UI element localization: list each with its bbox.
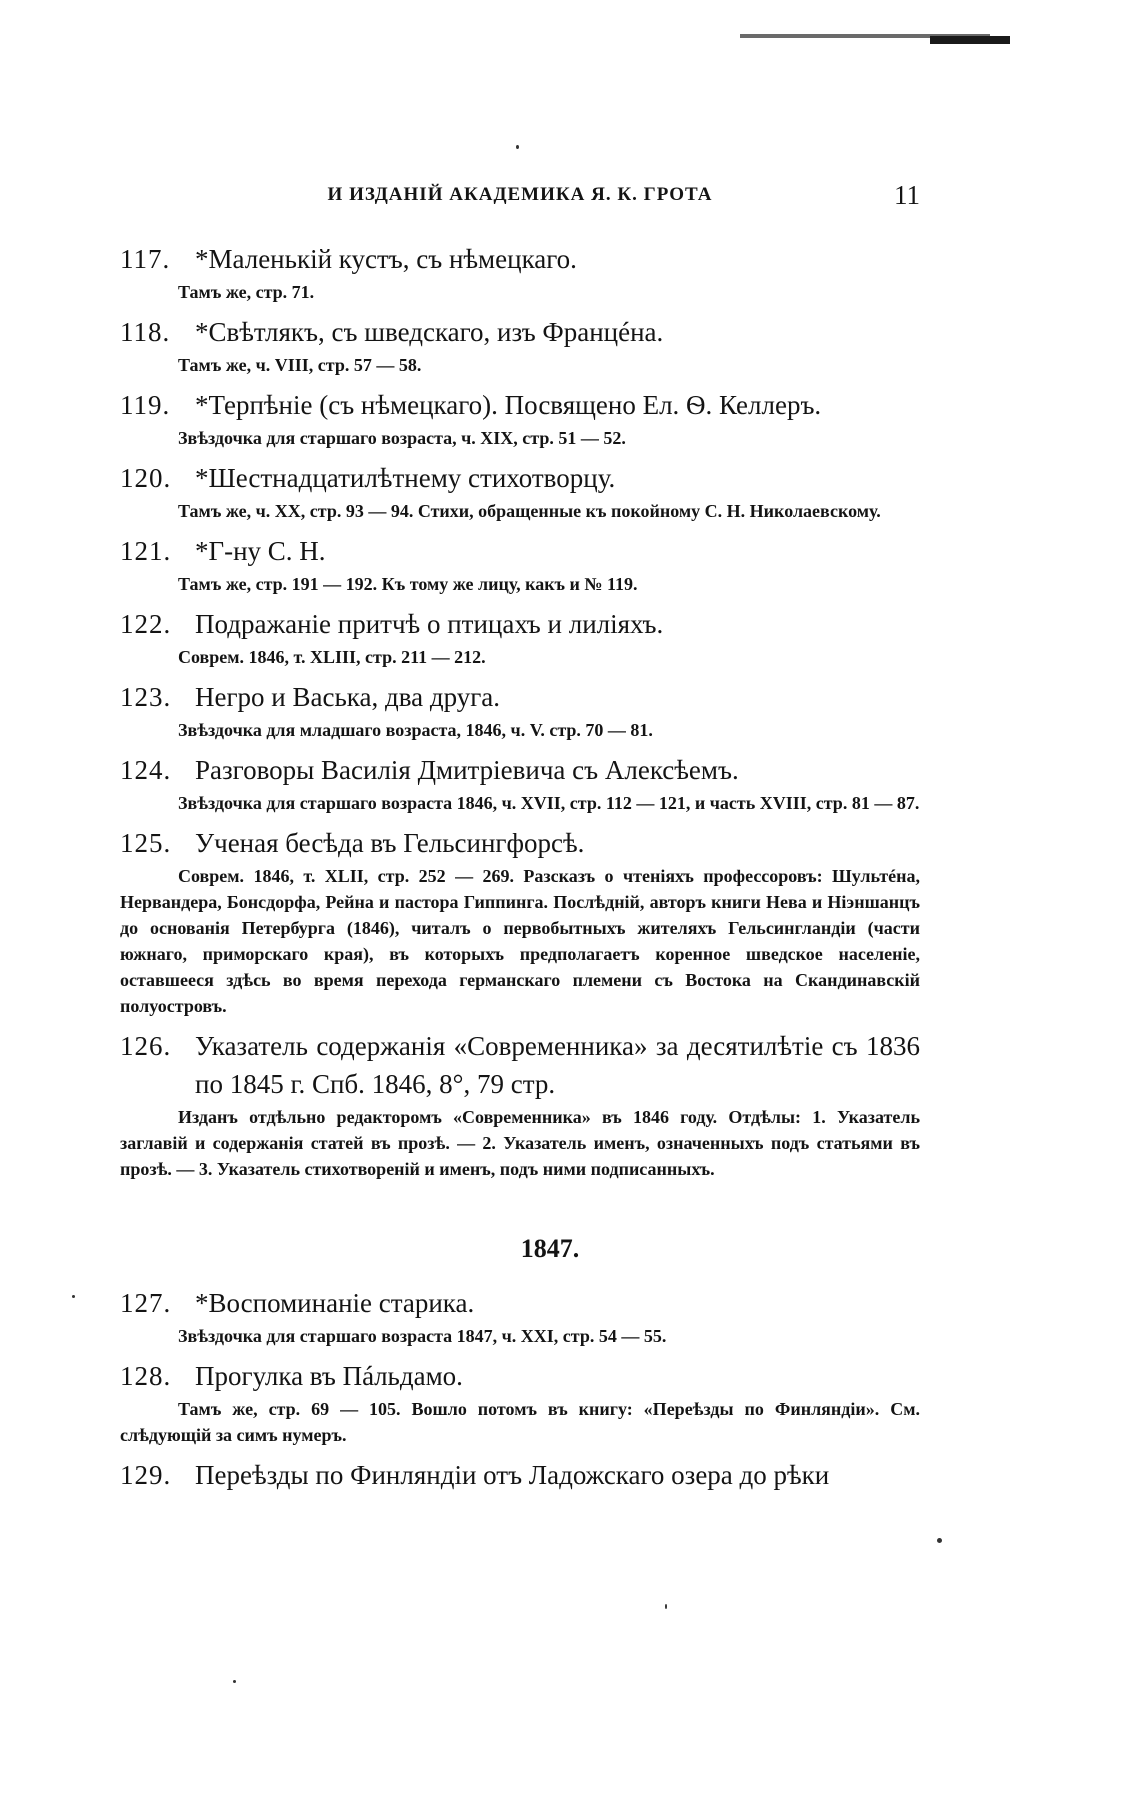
entry-title	[120, 313, 920, 351]
scan-speck	[665, 1604, 667, 1609]
entry-title	[120, 605, 920, 643]
entry-117	[120, 240, 920, 305]
entry-number: 125.	[120, 828, 172, 858]
entry-title	[120, 532, 920, 570]
scan-mark-top-heavy	[930, 36, 1010, 44]
entry-121	[120, 532, 920, 597]
entry-128	[120, 1357, 920, 1448]
entry-number: 128.	[120, 1361, 172, 1391]
entry-note: Звѣздочка для старшаго возраста, ч. XIX, стр. 51 — 52.	[178, 428, 626, 448]
entry-title	[120, 678, 920, 716]
entry-number: 120.	[120, 463, 172, 493]
page-number: 11	[894, 180, 920, 210]
entry-title-text: *Маленькiй кустъ, съ нѣмецкаго.	[195, 244, 577, 274]
entry-note: Тамъ же, стр. 69 — 105. Вошло потомъ въ книгу: «Переѣзды по Финляндiи». См. слѣдующiй за симъ нумеръ.	[120, 1399, 920, 1445]
entry-number: 121.	[120, 536, 172, 566]
entry-118	[120, 313, 920, 378]
entry-title-text: *Терпѣнiе (съ нѣмецкаго). Посвящено Ел. Ѳ. Келлеръ.	[195, 390, 822, 420]
entry-number: 119.	[120, 390, 171, 420]
entry-number: 117.	[120, 244, 171, 274]
entry-title-text: Негро и Васька, два друга.	[195, 682, 501, 712]
entry-title	[120, 240, 920, 278]
entry-title-text: *Воспоминанiе старика.	[195, 1288, 475, 1318]
entry-124	[120, 751, 920, 816]
entry-120	[120, 459, 920, 524]
entry-number: 127.	[120, 1288, 172, 1318]
entry-title-text: Подражанiе притчѣ о птицахъ и лилiяхъ.	[195, 609, 664, 639]
entry-title-text: *Г-ну С. Н.	[195, 536, 326, 566]
header-title: И ИЗДАНIЙ АКАДЕМИКА Я. К. ГРОТА	[327, 184, 713, 205]
entry-title	[120, 386, 920, 424]
entry-title	[120, 1456, 920, 1494]
entry-note: Соврем. 1846, т. XLIII, стр. 211 — 212.	[178, 647, 486, 667]
entry-note: Звѣздочка для старшаго возраста 1847, ч. XXI, стр. 54 — 55.	[178, 1326, 667, 1346]
entry-note: Изданъ отдѣльно редакторомъ «Современника» въ 1846 году. Отдѣлы: 1. Указатель заглавiй и содержанiя статей въ прозѣ. — 2. Указатель именъ, означенныхъ подъ статьями въ прозѣ. — 3. Указатель стихотворенiй и именъ, подъ ними подписанныхъ.	[120, 1107, 920, 1179]
entry-122	[120, 605, 920, 670]
entry-number: 129.	[120, 1460, 172, 1490]
entry-title-text: Указатель содержанiя «Современника» за десятилѣтiе съ 1836 по 1845 г. Спб. 1846, 8°, 79 стр.	[195, 1031, 920, 1099]
entry-note: Соврем. 1846, т. XLII, стр. 252 — 269. Разсказъ о чтенiяхъ профессоровъ: Шультéна, Нервандера, Бонсдорфа, Рейна и пастора Гиппинга. Послѣднiй, авторъ книги Нева и Нiэншанцъ до основанiя Петербурга (1846), читалъ о первобытныхъ жителяхъ Гельсингландiи (части южнаго, приморскаго края), въ которыхъ предполагаетъ коренное шведское населенiе, оставшееся здѣсь во время перехода германскаго племени съ Востока на Скандинавскiй полуостровъ.	[120, 866, 920, 1016]
entry-note: Тамъ же, стр. 191 — 192. Къ тому же лицу, какъ и № 119.	[178, 574, 638, 594]
entry-number: 118.	[120, 317, 171, 347]
entry-title-text: *Шестнадцатилѣтнему стихотворцу.	[195, 463, 616, 493]
entry-number: 124.	[120, 755, 172, 785]
entry-126	[120, 1027, 920, 1182]
entry-note: Тамъ же, стр. 71.	[178, 282, 315, 302]
entry-title	[120, 459, 920, 497]
running-header	[120, 180, 920, 216]
entry-note: Тамъ же, ч. XX, стр. 93 — 94. Стихи, обращенные къ покойному С. Н. Николаевскому.	[178, 501, 881, 521]
bibliography-list	[120, 240, 920, 1502]
entry-note: Звѣздочка для младшаго возраста, 1846, ч. V. стр. 70 — 81.	[178, 720, 653, 740]
entry-note: Звѣздочка для старшаго возраста 1846, ч. XVII, стр. 112 — 121, и часть XVIII, стр. 81 — 87.	[178, 793, 920, 813]
entry-title-text: *Свѣтлякъ, съ шведскаго, изъ Францéна.	[195, 317, 664, 347]
entry-125	[120, 824, 920, 1019]
entry-title	[120, 1357, 920, 1395]
scan-speck	[233, 1680, 236, 1683]
entry-119	[120, 386, 920, 451]
entry-title	[120, 1027, 920, 1103]
entry-number: 126.	[120, 1031, 172, 1061]
entry-127	[120, 1284, 920, 1349]
entry-123	[120, 678, 920, 743]
scan-speck	[937, 1538, 942, 1543]
entry-title-text: Разговоры Василiя Дмитрiевича съ Алексѣемъ.	[195, 755, 739, 785]
entry-title	[120, 1284, 920, 1322]
entry-title-text: Прогулка въ Пáльдамо.	[195, 1361, 463, 1391]
entry-title-text: Переѣзды по Финляндiи отъ Ладожскаго озера до рѣки	[195, 1460, 830, 1490]
entry-129	[120, 1456, 920, 1494]
entry-number: 123.	[120, 682, 172, 712]
year-heading: 1847.	[520, 1234, 580, 1263]
entry-title-text: Ученая бесѣда въ Гельсингфорсѣ.	[195, 828, 585, 858]
scan-speck	[72, 1295, 75, 1298]
entry-title	[120, 824, 920, 862]
entry-note: Тамъ же, ч. VIII, стр. 57 — 58.	[178, 355, 422, 375]
entry-number: 122.	[120, 609, 172, 639]
scan-speck	[516, 145, 519, 149]
entry-title	[120, 751, 920, 789]
